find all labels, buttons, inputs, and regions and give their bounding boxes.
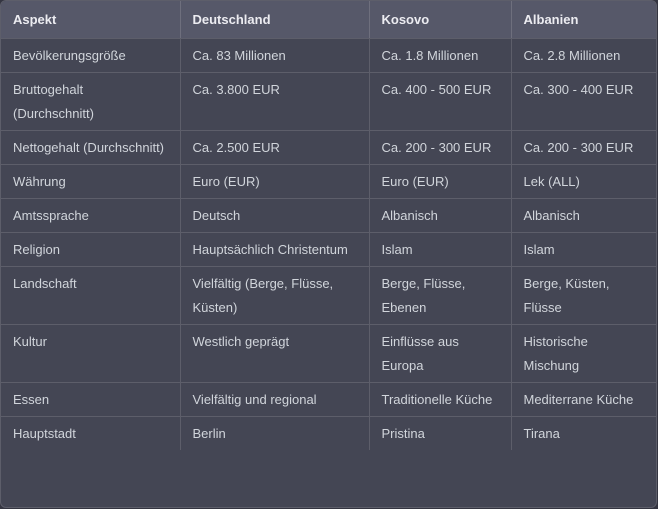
table-row — [1, 416, 657, 450]
table-cell: Landschaft — [1, 266, 180, 324]
header-albanien: Albanien — [511, 1, 657, 38]
header-aspekt: Aspekt — [1, 1, 180, 38]
table-cell: Islam — [369, 232, 511, 266]
table-row — [1, 382, 657, 416]
comparison-table — [1, 1, 657, 450]
header-kosovo: Kosovo — [369, 1, 511, 38]
table-cell: Islam — [511, 232, 657, 266]
table-cell: Ca. 200 - 300 EUR — [369, 130, 511, 164]
table-cell: Ca. 300 - 400 EUR — [511, 72, 657, 130]
table-cell: Religion — [1, 232, 180, 266]
table-cell: Ca. 83 Millionen — [180, 38, 369, 72]
table-row — [1, 38, 657, 72]
table-cell: Ca. 3.800 EUR — [180, 72, 369, 130]
table-cell: Ca. 2.8 Millionen — [511, 38, 657, 72]
table-cell: Berge, Flüsse, Ebenen — [369, 266, 511, 324]
table-cell: Deutsch — [180, 198, 369, 232]
table-row — [1, 324, 657, 382]
table-cell: Mediterrane Küche — [511, 382, 657, 416]
table-cell: Westlich geprägt — [180, 324, 369, 382]
header-deutschland: Deutschland — [180, 1, 369, 38]
table-cell: Hauptstadt — [1, 416, 180, 450]
table-cell: Albanisch — [511, 198, 657, 232]
table-cell: Bevölkerungsgröße — [1, 38, 180, 72]
table-cell: Währung — [1, 164, 180, 198]
table-row — [1, 266, 657, 324]
table-row — [1, 164, 657, 198]
table-cell: Hauptsächlich Christentum — [180, 232, 369, 266]
table-cell: Kultur — [1, 324, 180, 382]
table-cell: Ca. 2.500 EUR — [180, 130, 369, 164]
table-cell: Ca. 400 - 500 EUR — [369, 72, 511, 130]
table-cell: Tirana — [523, 425, 560, 441]
table-cell: Euro (EUR) — [180, 164, 369, 198]
table-cell: Albanisch — [369, 198, 511, 232]
table-cell: Euro (EUR) — [369, 164, 511, 198]
table-cell: Ca. 1.8 Millionen — [369, 38, 511, 72]
table-row — [1, 198, 657, 232]
table-cell: Einflüsse aus Europa — [369, 324, 511, 382]
table-row — [1, 130, 657, 164]
table-cell: Berlin — [180, 416, 369, 450]
table-cell: Amtssprache — [1, 198, 180, 232]
table-cell: Nettogehalt (Durchschnitt) — [1, 130, 180, 164]
table-row — [1, 232, 657, 266]
table-header-row — [1, 1, 657, 38]
table-cell: Berge, Küsten, Flüsse — [511, 266, 657, 324]
table-cell: Bruttogehalt (Durchschnitt) — [1, 72, 180, 130]
table-cell: Pristina — [369, 416, 511, 450]
table-row — [1, 72, 657, 130]
table-cell: Vielfältig (Berge, Flüsse, Küsten) — [180, 266, 369, 324]
table-cell: Lek (ALL) — [511, 164, 657, 198]
table-cell: Traditionelle Küche — [369, 382, 511, 416]
table-cell: Vielfältig und regional — [180, 382, 369, 416]
table-cell: Historische Mischung — [511, 324, 657, 382]
table-cell: Essen — [1, 382, 180, 416]
table-cell: Ca. 200 - 300 EUR — [511, 130, 657, 164]
